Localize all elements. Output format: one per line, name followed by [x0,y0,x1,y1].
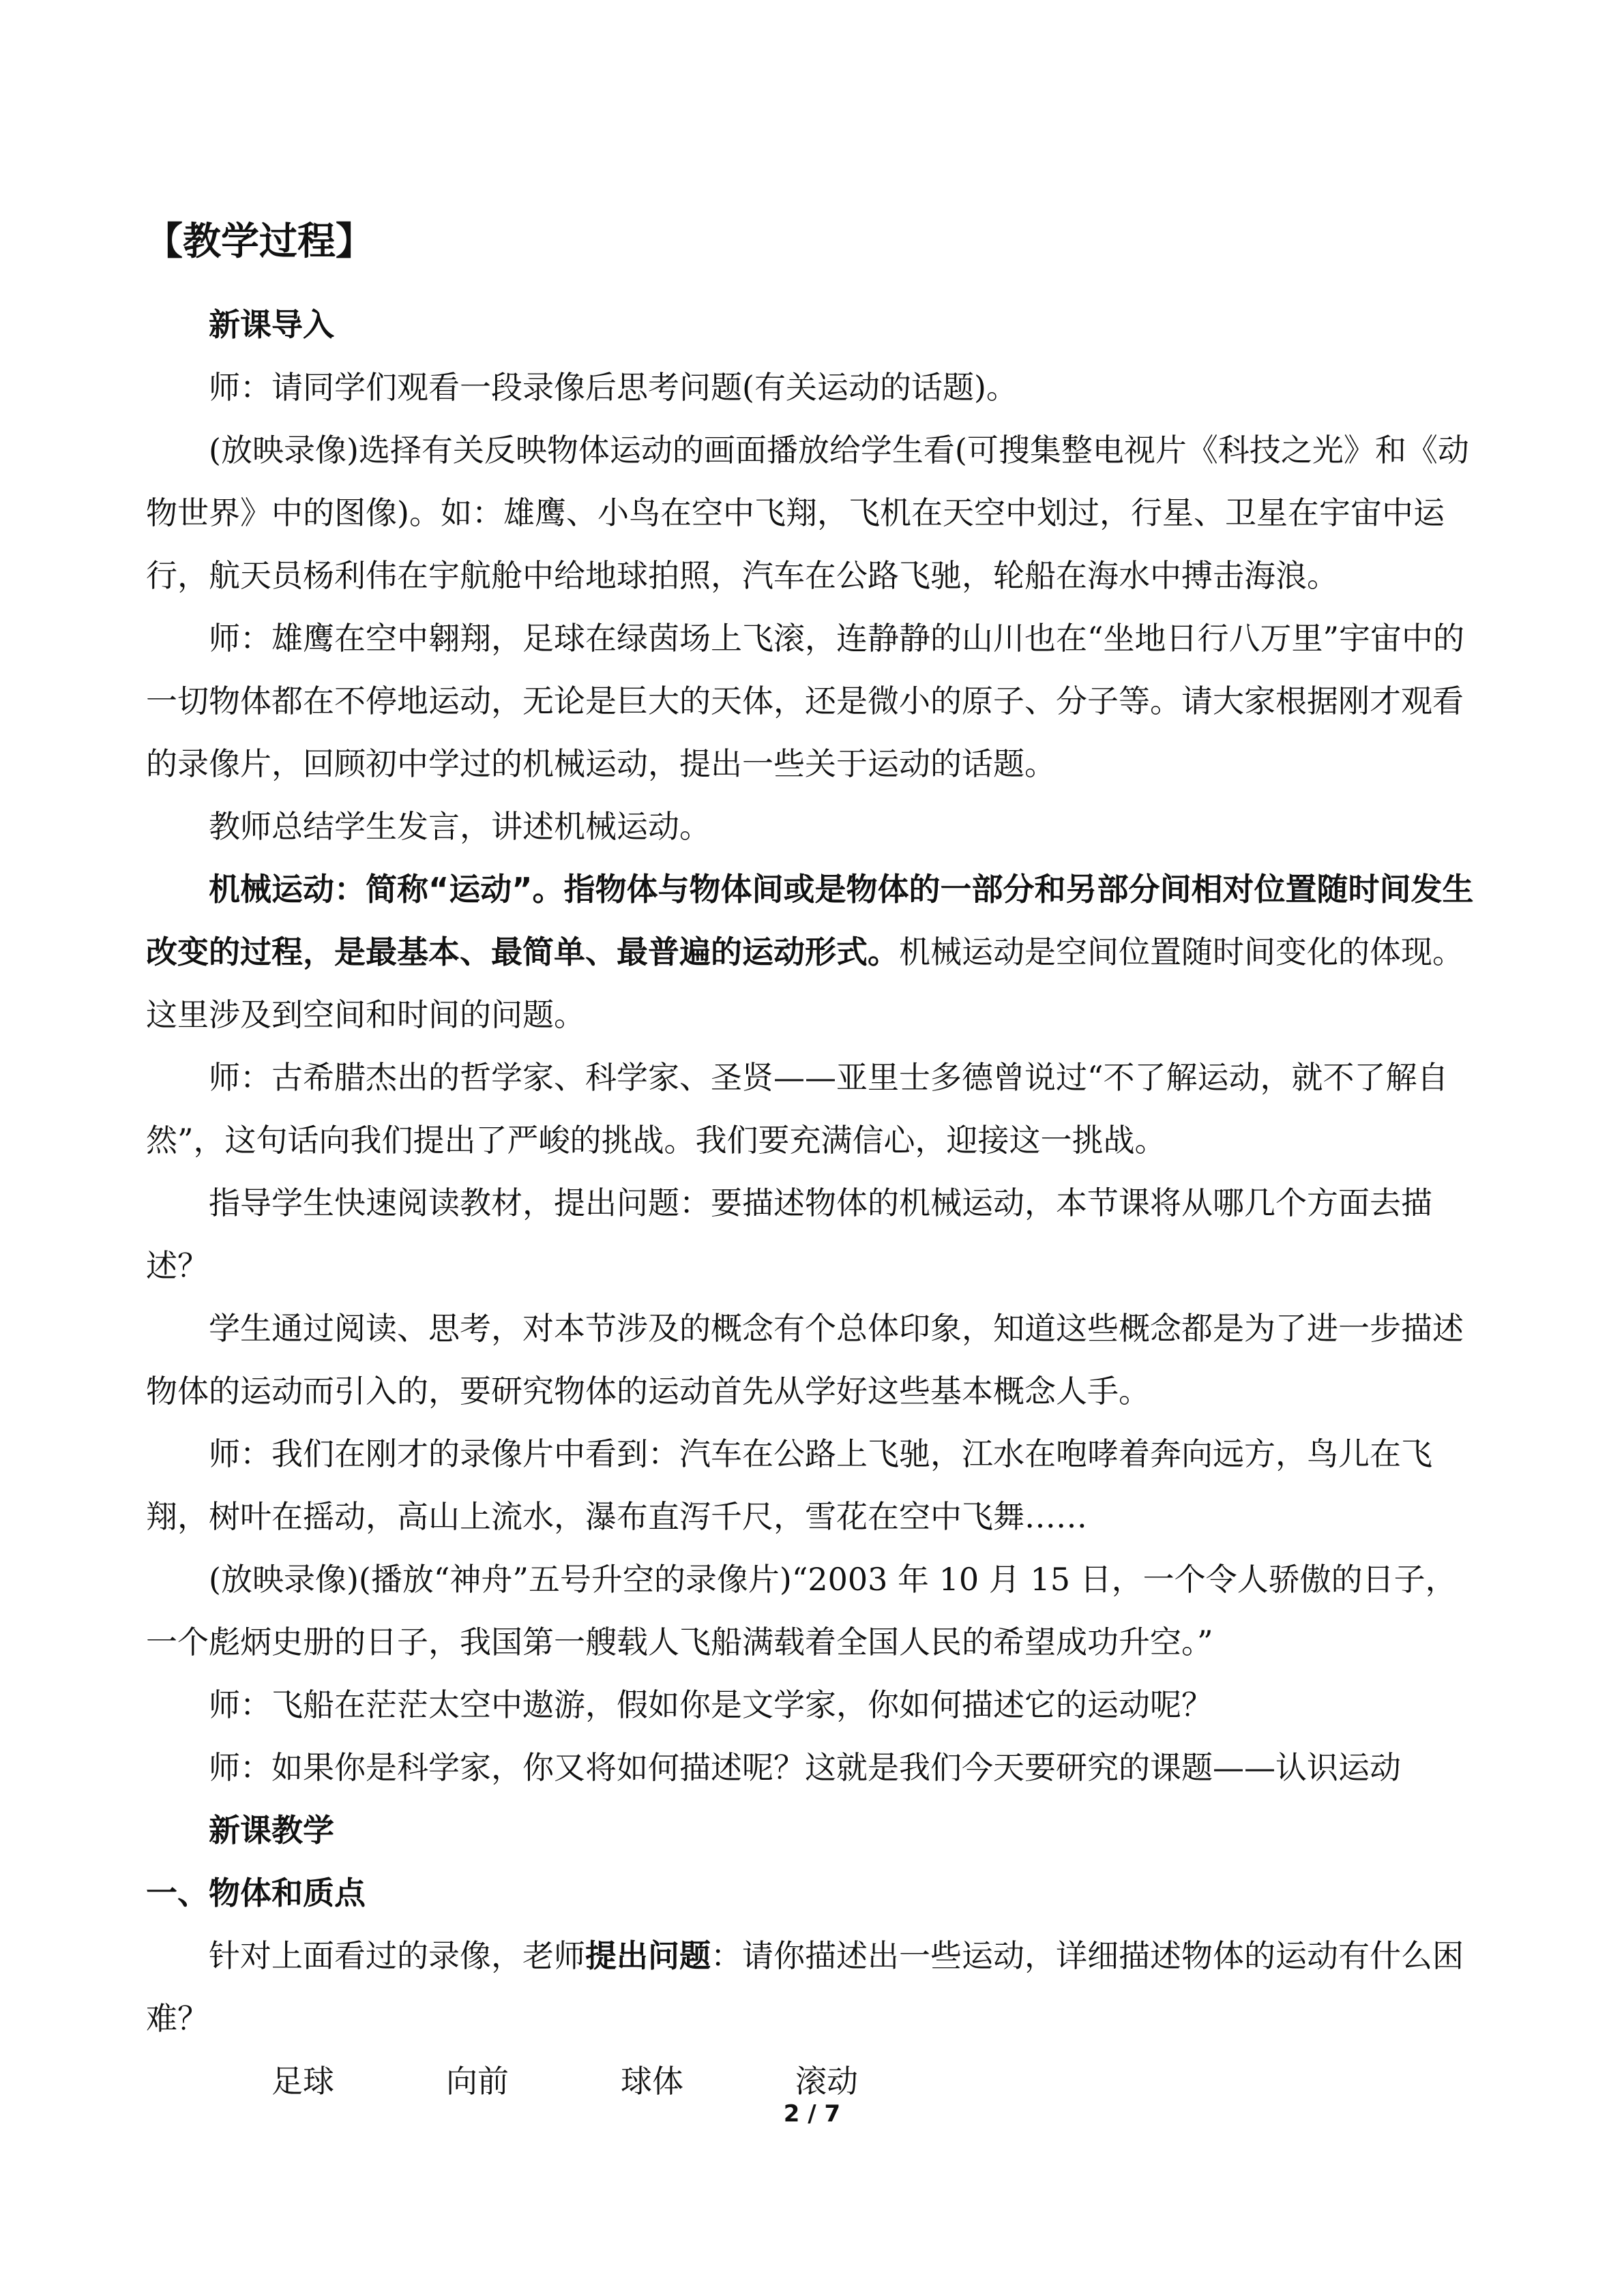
paragraph: 师：如果你是科学家，你又将如何描述呢？这就是我们今天要研究的课题——认识运动 [209,1749,1401,1786]
question-post: ：请你描述出一些运动，详细描述物体的运动有什么困难？ [146,1937,1464,2037]
word-item: 滚动 [795,2063,858,2100]
paragraph: 师：飞船在茫茫太空中遨游，假如你是文学家，你如何描述它的运动呢？ [209,1686,1213,1723]
paragraph: 师：古希腊杰出的哲学家、科学家、圣贤——亚里士多德曾说过“不了解运动，就不了解自然”，这句话向我们提出了严峻的挑战。我们要充满信心，迎接这一挑战。 [146,1059,1449,1159]
subheading-intro: 新课导入 [209,306,334,343]
question-bold: 提出问题 [585,1937,711,1974]
paragraph-definition [146,858,1476,1046]
word-item: 球体 [621,2063,683,2100]
section-title-1: 一、物体和质点 [146,1875,366,1911]
paragraph: 师：雄鹰在空中翱翔，足球在绿茵场上飞滚，连静静的山川也在“坐地日行八万里”宇宙中的一切物体都在不停地运动，无论是巨大的天体，还是微小的原子、分子等。请大家根据刚才观看的录像片，回顾初中学过的机械运动，提出一些关于运动的话题。 [146,620,1465,782]
definition-rest: 机械运动是空间位置随时间变化的体现。这里涉及到空间和时间的问题。 [146,934,1464,1033]
word-item: 向前 [446,2063,509,2100]
paragraph: 学生通过阅读、思考，对本节涉及的概念有个总体印象，知道这些概念都是为了进一步描述物体的运动而引入的，要研究物体的运动首先从学好这些基本概念人手。 [146,1310,1464,1410]
paragraph-question [146,1924,1476,2050]
subheading-teaching: 新课教学 [209,1812,334,1849]
definition-bold: 机械运动：简称“运动”。指物体与物体间或是物体的一部分和另部分间相对位置随时间发生改变的过程，是最基本、最简单、最普遍的运动形式。 [146,871,1474,970]
paragraph: 教师总结学生发言，讲述机械运动。 [209,808,711,845]
paragraph: 师：请同学们观看一段录像后思考问题(有关运动的话题)。 [209,369,1018,406]
paragraph: (放映录像)(播放“神舟”五号升空的录像片)“2003 年 10 月 15 日，一个令人骄傲的日子，一个彪炳史册的日子，我国第一艘载人飞船满载着全国人民的希望成功升空。” [146,1561,1457,1660]
paragraph: 师：我们在刚才的录像片中看到：汽车在公路上飞驰，江水在咆哮着奔向远方，鸟儿在飞翔，树叶在摇动，高山上流水，瀑布直泻千尺，雪花在空中飞舞…… [146,1435,1432,1535]
section-heading: 【教学过程】 [145,220,374,264]
word-item: 足球 [271,2063,334,2100]
paragraph: (放映录像)选择有关反映物体运动的画面播放给学生看(可搜集整电视片《科技之光》和《动物世界》中的图像)。如：雄鹰、小鸟在空中飞翔，飞机在天空中划过，行星、卫星在宇宙中运行，航天员杨利伟在宇航舱中给地球拍照，汽车在公路飞驰，轮船在海水中搏击海浪。 [146,432,1469,594]
question-pre: 针对上面看过的录像，老师 [209,1937,585,1974]
paragraph: 指导学生快速阅读教材，提出问题：要描述物体的机械运动，本节课将从哪几个方面去描述？ [146,1184,1432,1284]
page-number: 2 / 7 [783,2100,841,2128]
body-text [146,293,1476,2113]
